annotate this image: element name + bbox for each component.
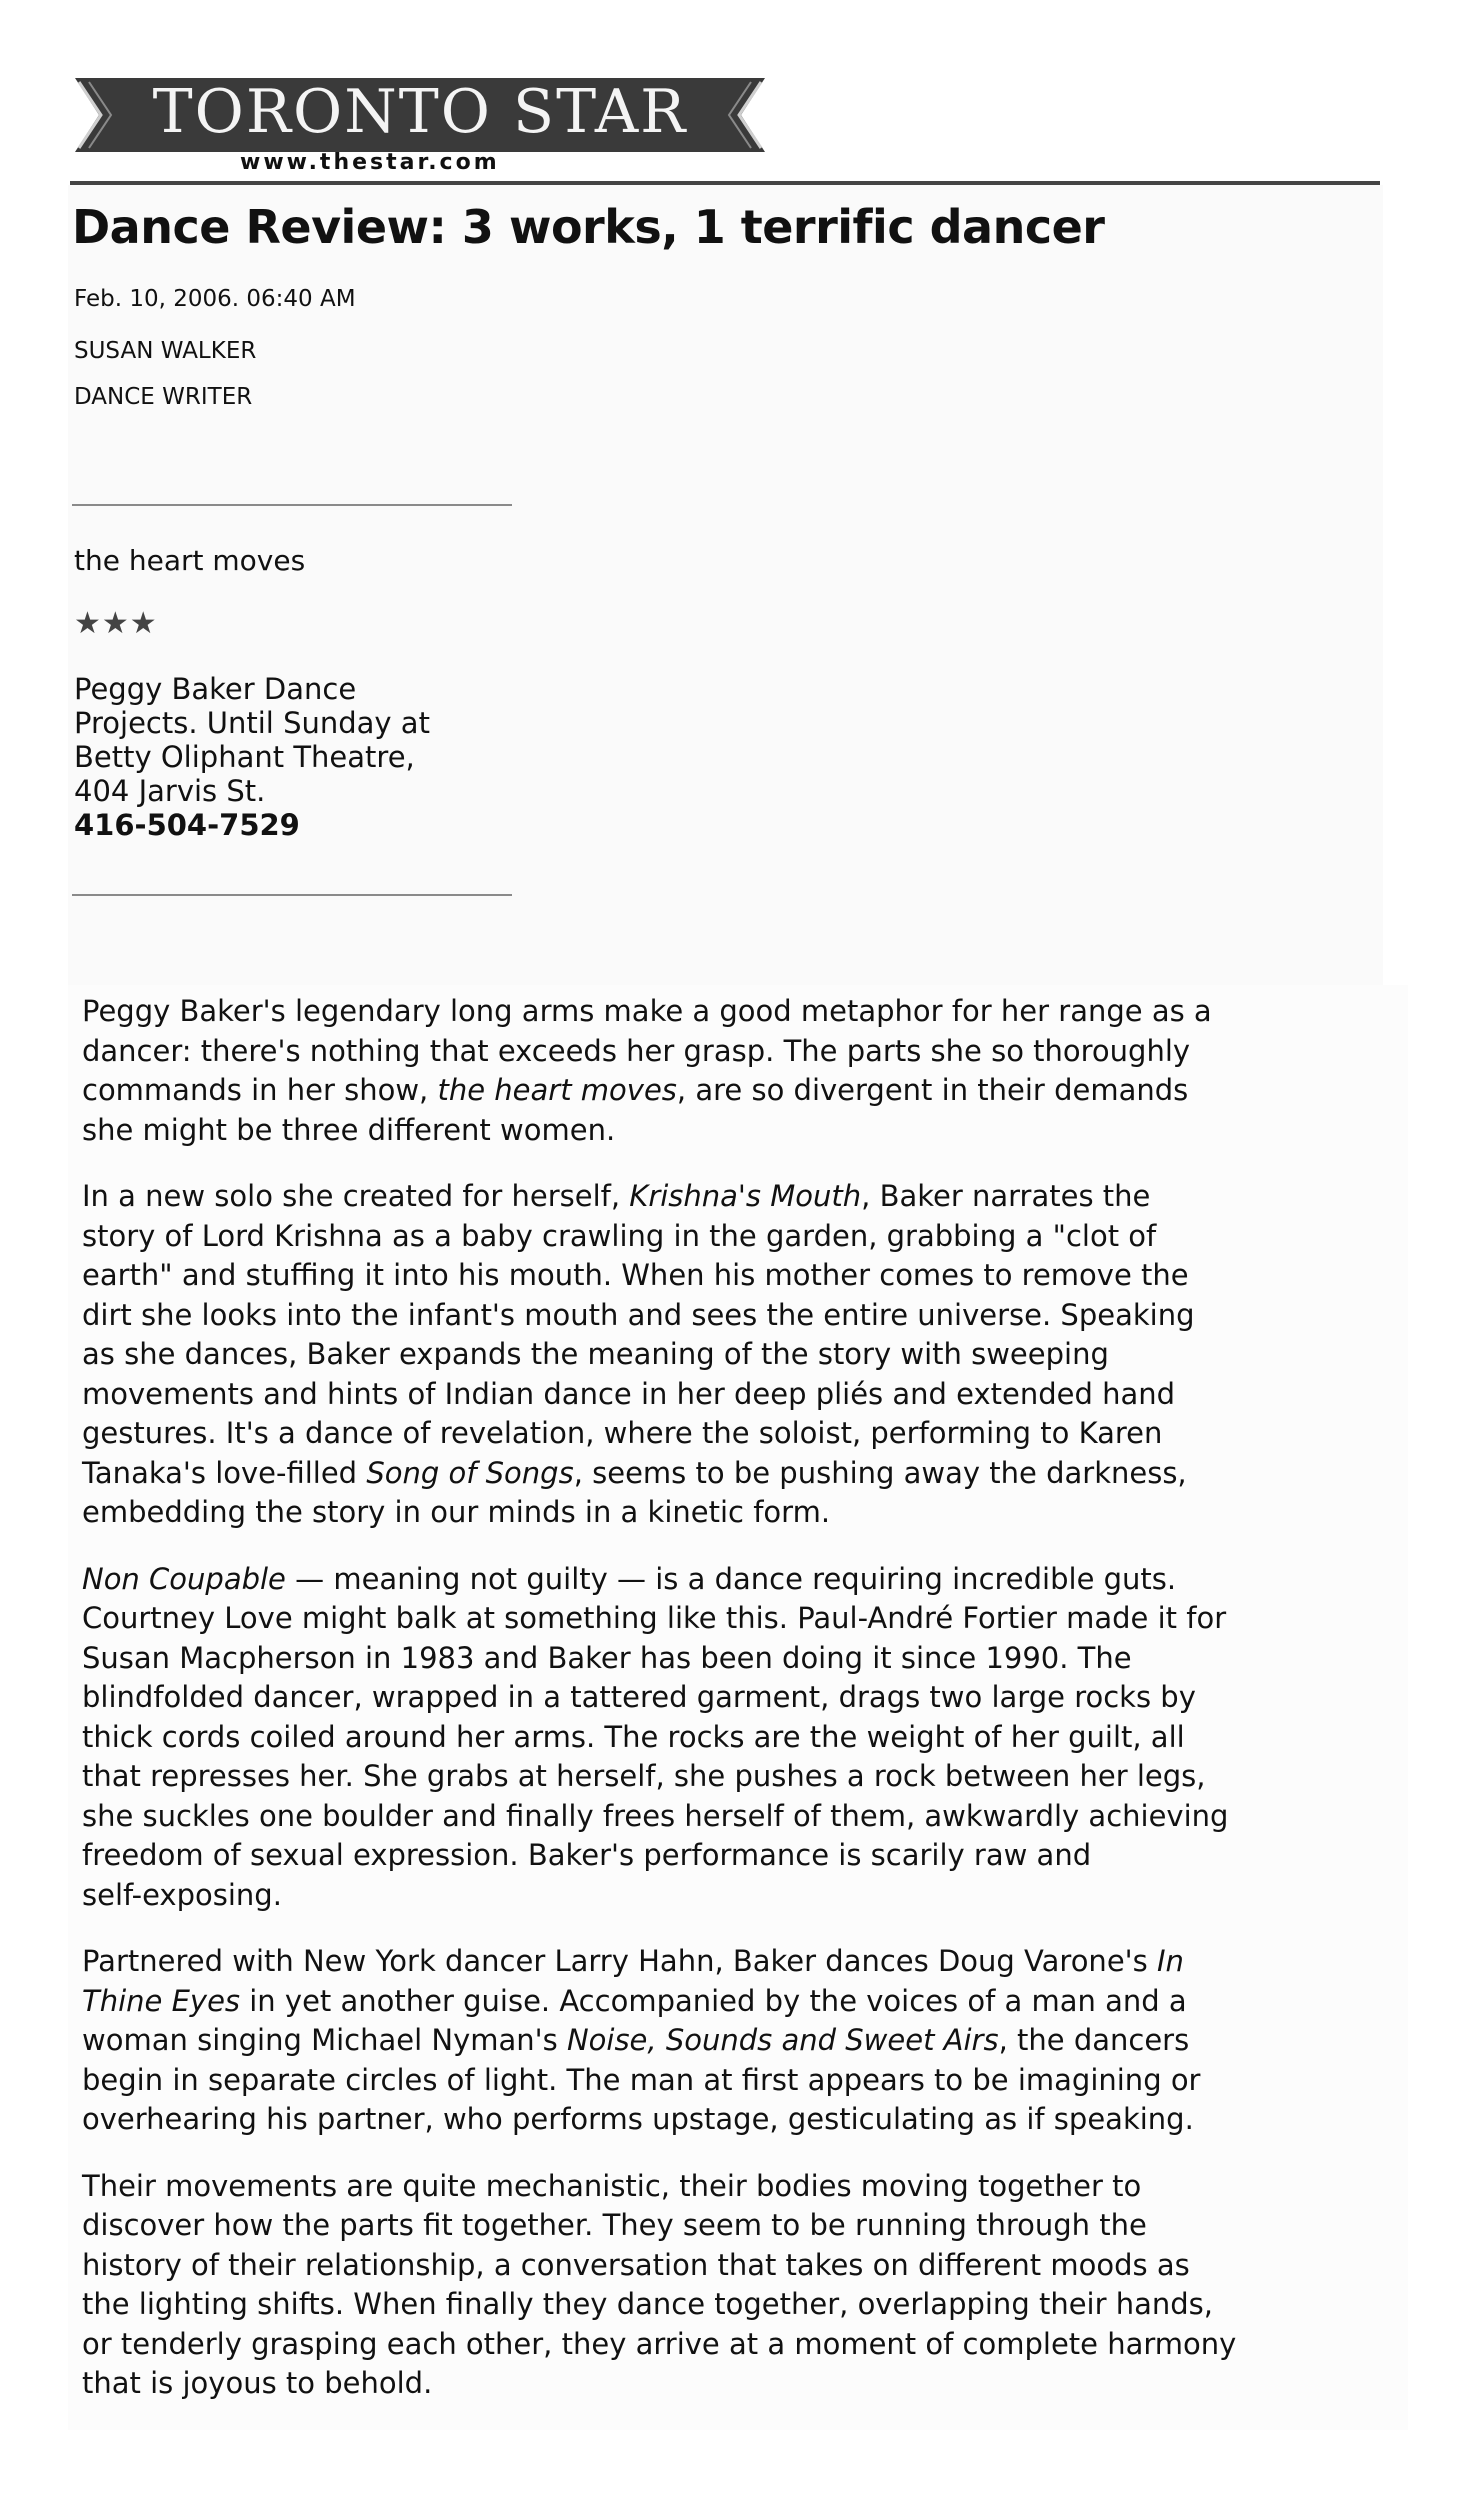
text-run: self-exposing. (82, 1877, 282, 1912)
article-headline: Dance Review: 3 works, 1 terrific dancer (72, 200, 1105, 254)
italic-title: In (1156, 1944, 1184, 1978)
text-run: she might be three different women. (82, 1112, 616, 1147)
text-run: in yet another guise. Accompanied by the voices of a man and a (240, 1983, 1187, 2018)
text-run: , are so divergent in their demands (676, 1073, 1189, 1107)
text-run: she suckles one boulder and finally frees herself of them, awkwardly achieving (82, 1798, 1229, 1833)
text-run: Peggy Baker's legendary long arms make a good metaphor for her range as a (82, 994, 1212, 1028)
text-run: freedom of sexual expression. Baker's performance is scarily raw and (82, 1838, 1092, 1872)
text-run: begin in separate circles of light. The man at first appears to be imagining or (82, 2062, 1201, 2097)
masthead-logo (75, 72, 765, 154)
italic-title: the heart moves (437, 1073, 677, 1107)
text-run: Their movements are quite mechanistic, their bodies moving together to (82, 2168, 1142, 2203)
text-run: Partnered with New York dancer Larry Hahn, Baker dances Doug Varone's (82, 1944, 1157, 1978)
author-title: DANCE WRITER (74, 384, 253, 410)
text-run: or tenderly grasping each other, they arrive at a moment of complete harmony (82, 2326, 1237, 2361)
author-name: SUSAN WALKER (74, 338, 257, 364)
italic-title: Non Coupable (82, 1561, 286, 1596)
italic-title: Krishna's Mouth (629, 1179, 862, 1213)
text-run: , Baker narrates the (861, 1179, 1151, 1213)
site-url[interactable]: www.thestar.com (240, 150, 500, 175)
paragraph (82, 1942, 1412, 2140)
show-detail-line: Peggy Baker Dance (74, 672, 357, 706)
text-run: woman singing Michael Nyman's (82, 2023, 567, 2057)
star-rating: ★★★ (74, 606, 158, 641)
paragraph (82, 2167, 1412, 2404)
sidebar-bottom-divider (72, 894, 512, 896)
text-run: the lighting shifts. When finally they dance together, overlapping their hands, (82, 2287, 1213, 2321)
paragraph (82, 1560, 1412, 1916)
text-run: thick cords coiled around her arms. The rocks are the weight of her guilt, all (82, 1719, 1185, 1754)
text-run: earth" and stuffing it into his mouth. When his mother comes to remove the (82, 1258, 1189, 1292)
masthead-rule (70, 181, 1380, 185)
show-detail-line: 404 Jarvis St. (74, 774, 266, 808)
text-run: gestures. It's a dance of revelation, where the soloist, performing to Karen (82, 1416, 1163, 1450)
paragraph (82, 992, 1412, 1150)
italic-title: Thine Eyes (82, 1983, 241, 2018)
text-run: overhearing his partner, who performs upstage, gesticulating as if speaking. (82, 2102, 1194, 2136)
text-run: Tanaka's love-filled (82, 1455, 367, 1490)
article-body (82, 992, 1412, 2431)
text-run: Susan Macpherson in 1983 and Baker has been doing it since 1990. The (82, 1640, 1132, 1675)
sidebar-top-divider (72, 504, 512, 506)
text-run: dirt she looks into the infant's mouth and sees the entire universe. Speaking (82, 1297, 1195, 1332)
italic-title: Song of Songs (366, 1455, 574, 1490)
text-run: Courtney Love might balk at something like this. Paul-André Fortier made it for (82, 1601, 1227, 1635)
text-run: , the dancers (998, 2023, 1190, 2057)
text-run: history of their relationship, a conversation that takes on different moods as (82, 2247, 1190, 2282)
text-run: movements and hints of Indian dance in her deep pliés and extended hand (82, 1376, 1176, 1411)
show-detail-line: Projects. Until Sunday at (74, 706, 430, 740)
text-run: that represses her. She grabs at herself, she pushes a rock between her legs, (82, 1759, 1206, 1793)
show-detail-line: Betty Oliphant Theatre, (74, 740, 415, 774)
text-run: blindfolded dancer, wrapped in a tattered garment, drags two large rocks by (82, 1680, 1196, 1714)
text-run: story of Lord Krishna as a baby crawling in the garden, grabbing a "clot of (82, 1218, 1157, 1253)
show-details (74, 672, 430, 842)
box-office-phone: 416-504-7529 (74, 808, 300, 842)
text-run: as she dances, Baker expands the meaning of the story with sweeping (82, 1337, 1109, 1371)
masthead-name: TORONTO STAR (152, 77, 688, 147)
text-run: — meaning not guilty — is a dance requiring incredible guts. (285, 1561, 1177, 1596)
text-run: In a new solo she created for herself, (82, 1179, 630, 1213)
article-dateline: Feb. 10, 2006. 06:40 AM (74, 286, 356, 312)
text-run: , seems to be pushing away the darkness, (573, 1455, 1187, 1490)
text-run: commands in her show, (82, 1073, 438, 1107)
text-run: dancer: there's nothing that exceeds her grasp. The parts she so thoroughly (82, 1033, 1191, 1068)
text-run: discover how the parts fit together. They seem to be running through the (82, 2208, 1147, 2242)
italic-title: Noise, Sounds and Sweet Airs (566, 2023, 999, 2057)
text-run: that is joyous to behold. (82, 2366, 433, 2400)
paragraph (82, 1177, 1412, 1533)
text-run: embedding the story in our minds in a kinetic form. (82, 1495, 831, 1529)
show-title: the heart moves (74, 544, 306, 577)
